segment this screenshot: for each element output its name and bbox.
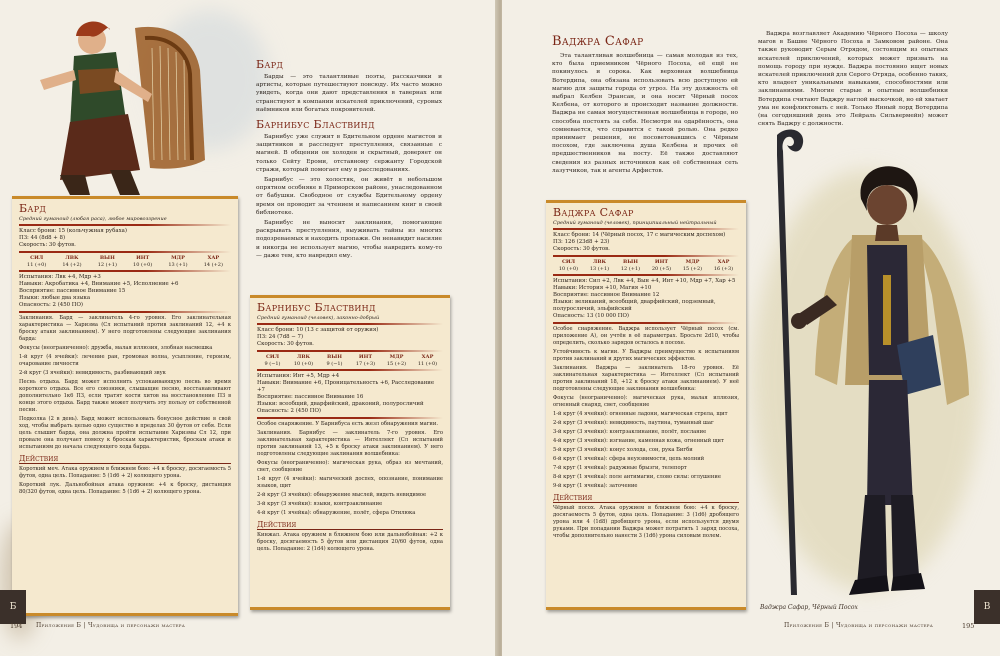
action: Короткий лук. Дальнобойная атака оружием: +4 к броску, дистанция 80/320 футов, одна цель. Попадание: 5 (1d6 + 2) колющего урона. bbox=[19, 482, 231, 495]
paragraph: Барнибус не выносит заклинания, помогающие раскрывать преступления, выуживать тайны из многих подозреваемых и находить пропажи. Он ненавидит насилие и никогда не использует магию, чтобы навредить кому-то — даже тем, кто навредил ему. bbox=[256, 220, 442, 259]
divider bbox=[257, 350, 443, 352]
trait: Песнь отдыха. Бард может исполнить успокаивающую песнь во время короткого отдыха. Все его союзники, слышащие песню, восстанавливают дополнительно 1к6 ПЗ, если тратят кости хитов на восстановление ПЗ в конце этого отдыха. Бард также может получить эту пользу от собственной песни. bbox=[19, 379, 231, 413]
trait: 4-й круг (3 ячейки): изгнание, каменная кожа, огненный щит bbox=[553, 438, 724, 444]
paragraph: Барнибус уже служит в Бдительном ордене магистов и защитников и расследует преступления, связанные с магией. В общении он холоден и скрытный, доверяет он только Сейту Ероми, отставному сержанту Городской стражи, который помогает ему в расследованиях. bbox=[256, 134, 442, 173]
ability-str: СИЛ 11 (+0) bbox=[27, 255, 47, 268]
languages: Языки: любые два языка bbox=[19, 295, 91, 301]
speed: Скорость: 30 футов. bbox=[19, 242, 76, 248]
armor-class: Класс брони: 10 (13 с защитой от оружия) bbox=[257, 327, 379, 333]
action: Короткий меч. Атака оружием в ближнем бою: +4 к броску, досягаемость 5 футов, одна цель. Попадание: 5 (1d6 + 2) колющего урона. bbox=[19, 466, 231, 479]
barnibus-stat-block bbox=[250, 295, 450, 610]
ability-int: ИНТ 20 (+5) bbox=[651, 259, 672, 272]
divider bbox=[257, 323, 443, 325]
section-heading-barnibus: Барнибус Бластвинд bbox=[256, 118, 375, 132]
ability-dex: ЛВК 13 (+1) bbox=[589, 259, 610, 272]
trait: 2-й круг (3 ячейки): обнаружение мыслей, видеть невидимое bbox=[257, 492, 427, 498]
running-footer: Приложение Б | Чудовища и персонажи мастера bbox=[784, 622, 934, 629]
trait: 3-й круг (3 ячейки): контрзаклинание, полёт, послание bbox=[553, 429, 707, 435]
appendix-tab: В bbox=[974, 590, 1000, 624]
stat-block-subtitle: Средний гуманоид (человек), законно-добрый bbox=[257, 315, 380, 321]
paragraph: Эта талантливая волшебница — самая молодая из тех, кто была приемником Чёрного Посоха, её ещё не покинулось и сорока. Как верховная волшебница Вотердипа, она обязана использовать всю доступную ей магию для защиты города от угроз. На эту должность её выбрал Келбен Эрансан, и она носит Чёрный посох Келбена, от которого и происходит название должности. Ваджра не самая могущественная волшебница в городе, но способна постоять за себя. Несмотря на одарённость, она сомневается, что справится с такой ролью. Она редко принимает решения, не посоветовавшись с Чёрным посохом, где заключена душа Келбена и прочих её предшественников на посту. Её также доставляют сведения из разных источников как её собственная сеть лазутчиков, так и агенты Арфистов. bbox=[552, 53, 738, 174]
ability-con: ВЫН 12 (+1) bbox=[620, 259, 641, 272]
saving-throws: Испытания: Инт +5, Мдр +4 bbox=[257, 373, 340, 379]
stat-block-name: Барнибус Бластвинд bbox=[257, 301, 376, 314]
senses: Восприятие: пассивное Внимание 16 bbox=[257, 394, 364, 400]
ability-con: ВЫН 9 (−1) bbox=[326, 354, 343, 367]
vajra-stat-block bbox=[546, 200, 746, 610]
page-number: 195 bbox=[962, 622, 975, 630]
stat-block-name: Бард bbox=[19, 202, 47, 215]
divider bbox=[19, 251, 231, 253]
ability-dex: ЛВК 14 (+2) bbox=[62, 255, 82, 268]
ability-cha: ХАР 16 (+3) bbox=[713, 259, 734, 272]
paragraph: Барнибус — это холостяк, он живёт в небольшом опрятном особняке в Приморском районе, унаследованном от бабушки. Свободное от службы Бдительному ордену время он проводит за чтением и написанием книг в своей библиотеке. bbox=[256, 177, 442, 216]
ability-wis: МДР 13 (+1) bbox=[168, 255, 188, 268]
saving-throws: Испытания: Сил +2, Лвк +4, Вын +4, Инт +10, Мдр +7, Хар +5 bbox=[553, 278, 736, 284]
trait: Заклинания. Бард — заклинатель 4-го уровня. Его заклинательная характеристика — Харизма (Сл испытаний против заклинаний 12, +4 к броску атаки заклинанием). У него подготовлены следующие заклинания барда: bbox=[19, 315, 231, 342]
actions-header: Действия bbox=[553, 493, 739, 503]
action: Чёрный посох. Атака оружием в ближнем бою: +4 к броску, досягаемость 5 футов, одна цель. Попадание: 3 (1d6) дробящего урона или 4 (1d8) дробящего урона, если используется двумя руками. При попадании Ваджра может потратить 1 заряд посоха, чтобы дополнительно нанести 3 (1d6) урона силовым полем. bbox=[553, 505, 739, 539]
armor-class: Класс брони: 14 (Чёрный посох, 17 с магическим доспехом) bbox=[553, 232, 726, 238]
vajra-illustration bbox=[757, 125, 997, 605]
stat-block-name: Ваджра Сафар bbox=[553, 206, 634, 219]
trait: 1-й круг (4 ячейки): лечение ран, громовая волна, усыпление, героизм, очарование личности bbox=[19, 354, 231, 367]
hit-points: ПЗ: 126 (23d8 + 23) bbox=[553, 239, 610, 245]
languages: Языки: великаний, всеобщий, дварфийский, подземный, полуросличий, эльфийский bbox=[553, 299, 716, 312]
divider bbox=[553, 274, 739, 276]
section-heading-bard: Бард bbox=[256, 58, 284, 71]
page-number: 194 bbox=[10, 622, 23, 630]
skills: Навыки: Акробатика +4, Внимание +5, Исполнение +6 bbox=[19, 281, 179, 287]
challenge: Опасность: 2 (450 ПО) bbox=[19, 302, 84, 308]
trait: 6-й круг (1 ячейка): сфера неуязвимости, цепь молний bbox=[553, 456, 705, 462]
paragraph: Барды — это талантливые поэты, рассказчики и артисты, которые путешествуют повсюду. Их часто можно увидеть, когда они дают представления в тавернах или странствуют в компании искателей приключений, суровых наёмников или богатых покровителей. bbox=[256, 74, 442, 113]
stat-block-subtitle: Средний гуманоид (человек), принципиальный нейтральный bbox=[553, 220, 717, 226]
text-column-1 bbox=[552, 52, 738, 177]
ability-str: СИЛ 10 (+0) bbox=[558, 259, 579, 272]
speed: Скорость: 30 футов. bbox=[553, 246, 610, 252]
trait: 2-й круг (3 ячейки): невидимость, паутина, туманный шаг bbox=[553, 420, 714, 426]
ability-cha: ХАР 11 (+0) bbox=[417, 354, 438, 367]
action: Кинжал. Атака оружием в ближнем бою или дальнобойная: +2 к броску, досягаемость 5 футов или дистанция 20/60 футов, одна цель. Попадание: 2 (1d4) колющего урона. bbox=[257, 532, 443, 552]
saving-throws: Испытания: Лвк +4, Мдр +3 bbox=[19, 274, 101, 280]
trait: 2-й круг (3 ячейки): невидимость, разбивающий звук bbox=[19, 370, 166, 376]
stat-block-subtitle: Средний гуманоид (любая раса), любое мировоззрение bbox=[19, 216, 167, 222]
ability-con: ВЫН 12 (+1) bbox=[97, 255, 117, 268]
challenge: Опасность: 13 (10 000 ПО) bbox=[553, 313, 630, 319]
divider bbox=[19, 270, 231, 272]
bard-stat-block bbox=[12, 196, 238, 616]
trait: 4-й круг (1 ячейка): обнаружение, полёт, сфера Отилюка bbox=[257, 510, 416, 516]
trait: Устойчивость к магии. У Ваджры преимущество к испытаниям против заклинаний и других магических эффектов. bbox=[553, 349, 739, 362]
ability-int: ИНТ 10 (+0) bbox=[133, 255, 153, 268]
ability-scores bbox=[257, 354, 443, 367]
speed: Скорость: 30 футов. bbox=[257, 341, 314, 347]
actions-header: Действия bbox=[19, 454, 231, 464]
divider bbox=[19, 224, 231, 226]
senses: Восприятие: пассивное Внимание 15 bbox=[19, 288, 126, 294]
left-page bbox=[0, 0, 498, 656]
divider bbox=[553, 228, 739, 230]
divider bbox=[553, 322, 739, 324]
trait: 5-й круг (3 ячейки): конус холода, сон, рука Бигби bbox=[553, 447, 693, 453]
trait: Особое снаряжение. У Барнибуса есть жезл обнаружения магии. bbox=[257, 421, 438, 427]
right-page bbox=[502, 0, 1000, 656]
trait: 3-й круг (3 ячейки): языки, контрзаклинание bbox=[257, 501, 383, 507]
trait: 1-й круг (4 ячейки): магический доспех, опознание, понимание языков, щит bbox=[257, 476, 443, 489]
divider bbox=[257, 369, 443, 371]
trait: 7-й круг (1 ячейка): радужные брызги, телепорт bbox=[553, 465, 687, 471]
illustration-caption: Ваджра Сафар, Чёрный Посох bbox=[760, 604, 858, 611]
ability-dex: ЛВК 10 (+0) bbox=[293, 354, 314, 367]
senses: Восприятие: пассивное Внимание 12 bbox=[553, 292, 660, 298]
trait: Подколка (2 в день). Бард может использовать бонусное действие в свой ход, чтобы выбрать целью одно существо в пределах 30 футов от себя. Если цель слышит барда, она должна пройти испытание Харизмы Сл 12, при провале она получает помеху к броскам характеристик, броскам атаки и испытаниям до начала следующего хода барда. bbox=[19, 416, 231, 450]
actions-header: Действия bbox=[257, 520, 443, 530]
text-column bbox=[256, 58, 442, 262]
text-column-2 bbox=[758, 30, 948, 130]
skills: Навыки: История +10, Магия +10 bbox=[553, 285, 652, 291]
trait: 8-й круг (1 ячейка): поле антимагии, слово силы: оглушение bbox=[553, 474, 721, 480]
ability-int: ИНТ 17 (+3) bbox=[355, 354, 376, 367]
running-footer: Приложение Б | Чудовища и персонажи мастера bbox=[36, 622, 186, 629]
ability-wis: МДР 15 (+2) bbox=[386, 354, 407, 367]
trait: 9-й круг (1 ячейка): заточение bbox=[553, 483, 638, 489]
languages: Языки: всеобщий, дварфийский, драконий, полуросличий bbox=[257, 401, 424, 407]
trait: Заклинания. Барнибус — заклинатель 7-го уровня. Его заклинательная характеристика — Интеллект (Сл испытаний против заклинаний 13, +5 к броску атаки заклинанием). У него подготовлены следующие заклинания волшебника: bbox=[257, 430, 443, 457]
trait: Фокусы (неограниченно): магическая рука, образ из мечтаний, свет, сообщение bbox=[257, 460, 443, 473]
trait: Фокусы (неограниченно): дружба, малая иллюзия, злобная насмешка bbox=[19, 345, 213, 351]
page-title: Ваджра Сафар bbox=[552, 34, 644, 49]
hit-points: ПЗ: 24 (7d8 − 7) bbox=[257, 334, 304, 340]
ability-scores bbox=[553, 259, 739, 272]
ability-cha: ХАР 14 (+2) bbox=[203, 255, 223, 268]
trait: Особое снаряжение. Ваджра использует Чёрный посох (см. приложение А), он учтён в её параметрах. Бросьте 2d10, чтобы определить, сколько зарядов осталось в посохе. bbox=[553, 326, 739, 346]
skills: Навыки: Внимание +6, Проницательность +6, Расследование +7 bbox=[257, 380, 435, 393]
trait: Фокусы (неограниченно): магическая рука, малая иллюзия, огненный снаряд, свет, сообщение bbox=[553, 395, 739, 408]
challenge: Опасность: 2 (450 ПО) bbox=[257, 408, 322, 414]
paragraph: Ваджра возглавляет Академию Чёрного Посоха — школу магов в Башне Чёрного Посоха в Замковом районе. Она также руководит Серым Отрядом, состоящим из опытных искателей приключений, которых может призвать на помощь городу при нужде. Ваджра постоянно ищет новых искателей приключений для Серого Отряда, особенно таких, кто владеет уникальными навыками, способностями или заклинаниями. Многие старые и опытные волшебники Вотердипа считают Ваджру наглой выскочкой, но ей хватает ума не конфликтовать с ней. Только Янный лорд Вотердипа (на сегодняшний день это Лейраль Сильвермейн) может снять Ваджру с должности. bbox=[758, 31, 948, 128]
ability-wis: МДР 15 (+2) bbox=[682, 259, 703, 272]
divider bbox=[553, 255, 739, 257]
ability-str: СИЛ 9 (−1) bbox=[264, 354, 281, 367]
trait: 1-й круг (4 ячейки): огненные ладони, магическая стрела, щит bbox=[553, 411, 728, 417]
armor-class: Класс брони: 15 (кольчужная рубаха) bbox=[19, 228, 127, 234]
appendix-tab: Б bbox=[0, 590, 26, 624]
bard-illustration bbox=[30, 10, 230, 200]
trait: Заклинания. Ваджра — заклинатель 18-го уровня. Её заклинательная характеристика — Интеллект (Сл испытаний против заклинаний 18, +12 к броску атаки заклинанием). У неё подготовлены следующие заклинания волшебника: bbox=[553, 365, 739, 392]
hit-points: ПЗ: 44 (8d8 + 8) bbox=[19, 235, 66, 241]
ability-scores bbox=[19, 255, 231, 268]
divider bbox=[19, 311, 231, 313]
divider bbox=[257, 417, 443, 419]
